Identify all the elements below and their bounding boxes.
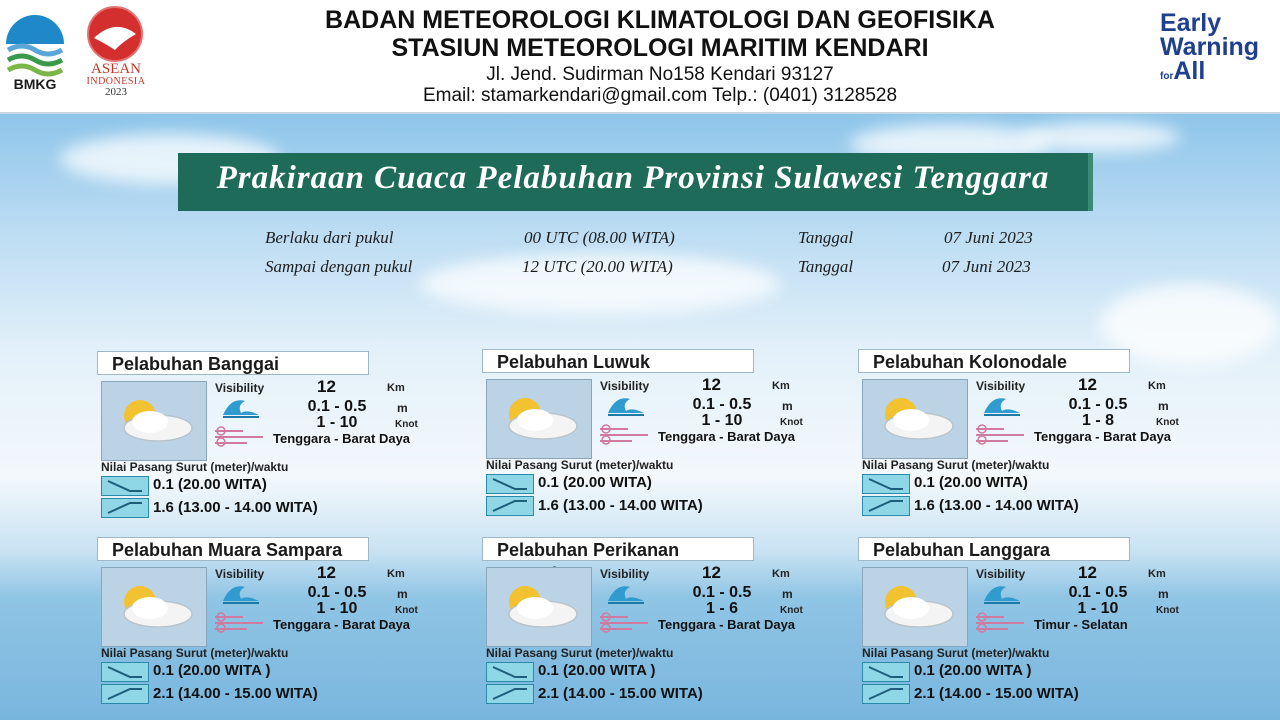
low-tide-value: 0.1 (20.00 WITA ) bbox=[153, 662, 271, 679]
low-tide-icon bbox=[862, 662, 910, 682]
valid-to-date: 07 Juni 2023 bbox=[942, 257, 1031, 276]
wind-icon bbox=[213, 425, 269, 447]
meter-unit: m bbox=[1158, 399, 1169, 413]
bmkg-label: BMKG bbox=[13, 76, 57, 92]
visibility-value: 12 bbox=[317, 377, 336, 396]
wind-speed-value: 1 - 8 bbox=[1081, 412, 1114, 429]
visibility-label: Visibility bbox=[976, 567, 1026, 581]
port-name: Pelabuhan Langgara bbox=[858, 537, 1130, 561]
tide-label: Nilai Pasang Surut (meter)/waktu bbox=[486, 458, 674, 472]
wave-height-value: 0.1 - 0.5 bbox=[307, 584, 367, 601]
low-tide-icon bbox=[486, 662, 534, 682]
wave-height-value: 0.1 - 0.5 bbox=[1068, 396, 1128, 413]
port-panel-1 bbox=[97, 351, 477, 521]
high-tide-value: 1.6 (13.00 - 14.00 WITA) bbox=[538, 497, 703, 514]
wind-direction-value: Tenggara - Barat Daya bbox=[273, 431, 411, 446]
knot-unit: Knot bbox=[1156, 417, 1179, 428]
valid-from-time: 00 UTC (08.00 WITA) bbox=[524, 228, 675, 247]
wave-icon bbox=[221, 395, 261, 419]
km-unit: Km bbox=[1148, 380, 1166, 392]
partly-cloudy-icon bbox=[101, 567, 207, 647]
early-warning-logo bbox=[1160, 9, 1280, 85]
wave-height-value: 0.1 - 0.5 bbox=[692, 584, 752, 601]
wave-icon bbox=[606, 581, 646, 605]
wind-direction-value: Tenggara - Barat Daya bbox=[658, 429, 796, 444]
valid-to-date-label: Tanggal bbox=[798, 257, 854, 276]
wind-direction-value: Tenggara - Barat Daya bbox=[273, 617, 411, 632]
visibility-value: 12 bbox=[702, 563, 721, 582]
visibility-value: 12 bbox=[317, 563, 336, 582]
km-unit: Km bbox=[387, 568, 405, 580]
low-tide-icon bbox=[101, 476, 149, 496]
header-contact: Email: stamarkendari@gmail.com Telp.: (0401) 3128528 bbox=[422, 85, 898, 106]
km-unit: Km bbox=[772, 568, 790, 580]
high-tide-icon bbox=[486, 496, 534, 516]
high-tide-value: 2.1 (14.00 - 15.00 WITA) bbox=[538, 685, 703, 702]
knot-unit: Knot bbox=[395, 419, 418, 430]
tide-label: Nilai Pasang Surut (meter)/waktu bbox=[486, 646, 674, 660]
wind-direction-value: Timur - Selatan bbox=[1034, 617, 1128, 632]
valid-from-date-label: Tanggal bbox=[798, 228, 854, 247]
low-tide-value: 0.1 (20.00 WITA) bbox=[153, 476, 267, 493]
meter-unit: m bbox=[782, 587, 793, 601]
wind-speed-value: 1 - 6 bbox=[705, 600, 738, 617]
port-name: Pelabuhan Banggai bbox=[97, 351, 369, 375]
high-tide-icon bbox=[862, 684, 910, 704]
wind-speed-value: 1 - 10 bbox=[1077, 600, 1119, 617]
port-panel-5 bbox=[482, 537, 862, 707]
wind-direction-value: Tenggara - Barat Daya bbox=[1034, 429, 1172, 444]
tide-label: Nilai Pasang Surut (meter)/waktu bbox=[862, 458, 1050, 472]
header-line2: STASIUN METEOROLOGI MARITIM KENDARI bbox=[391, 34, 929, 62]
asean-line2: INDONESIA bbox=[86, 76, 146, 87]
wind-icon bbox=[974, 611, 1030, 633]
wind-icon bbox=[974, 423, 1030, 445]
ewfa-for: for bbox=[1160, 70, 1174, 82]
partly-cloudy-icon bbox=[486, 379, 592, 459]
wind-speed-value: 1 - 10 bbox=[316, 414, 358, 431]
low-tide-value: 0.1 (20.00 WITA) bbox=[914, 474, 1028, 491]
port-name: Pelabuhan Muara Sampara bbox=[97, 537, 369, 561]
partly-cloudy-icon bbox=[486, 567, 592, 647]
wave-height-value: 0.1 - 0.5 bbox=[1068, 584, 1128, 601]
low-tide-icon bbox=[862, 474, 910, 494]
visibility-value: 12 bbox=[702, 375, 721, 394]
visibility-label: Visibility bbox=[215, 381, 265, 395]
km-unit: Km bbox=[772, 380, 790, 392]
wind-icon bbox=[598, 423, 654, 445]
port-panel-2 bbox=[482, 349, 862, 519]
port-panel-3 bbox=[858, 349, 1238, 519]
ewfa-all: All bbox=[1173, 56, 1206, 85]
asean-line1: ASEAN bbox=[90, 61, 141, 77]
wave-height-value: 0.1 - 0.5 bbox=[307, 398, 367, 415]
meter-unit: m bbox=[782, 399, 793, 413]
valid-from-label: Berlaku dari pukul bbox=[265, 228, 394, 247]
meter-unit: m bbox=[1158, 587, 1169, 601]
km-unit: Km bbox=[387, 382, 405, 394]
meter-unit: m bbox=[397, 401, 408, 415]
wind-speed-value: 1 - 10 bbox=[701, 412, 743, 429]
wave-icon bbox=[606, 393, 646, 417]
knot-unit: Knot bbox=[780, 417, 803, 428]
knot-unit: Knot bbox=[780, 605, 803, 616]
high-tide-value: 2.1 (14.00 - 15.00 WITA) bbox=[914, 685, 1079, 702]
wave-icon bbox=[982, 393, 1022, 417]
wind-direction-value: Tenggara - Barat Daya bbox=[658, 617, 796, 632]
visibility-value: 12 bbox=[1078, 563, 1097, 582]
asean-label bbox=[76, 62, 156, 98]
wave-height-value: 0.1 - 0.5 bbox=[692, 396, 752, 413]
visibility-label: Visibility bbox=[600, 379, 650, 393]
wind-icon bbox=[213, 611, 269, 633]
high-tide-value: 1.6 (13.00 - 14.00 WITA) bbox=[153, 499, 318, 516]
low-tide-icon bbox=[101, 662, 149, 682]
tide-label: Nilai Pasang Surut (meter)/waktu bbox=[862, 646, 1050, 660]
wind-speed-value: 1 - 10 bbox=[316, 600, 358, 617]
high-tide-value: 1.6 (13.00 - 14.00 WITA) bbox=[914, 497, 1079, 514]
partly-cloudy-icon bbox=[101, 381, 207, 461]
port-panel-4 bbox=[97, 537, 477, 707]
high-tide-icon bbox=[101, 498, 149, 518]
header-address: Jl. Jend. Sudirman No158 Kendari 93127 bbox=[486, 64, 834, 85]
low-tide-value: 0.1 (20.00 WITA ) bbox=[914, 662, 1032, 679]
port-name: Pelabuhan Luwuk bbox=[482, 349, 754, 373]
high-tide-value: 2.1 (14.00 - 15.00 WITA) bbox=[153, 685, 318, 702]
valid-from-date: 07 Juni 2023 bbox=[944, 228, 1033, 247]
port-name: Pelabuhan Kolonodale bbox=[858, 349, 1130, 373]
port-name: Pelabuhan Perikanan Samudera bbox=[482, 537, 754, 561]
visibility-label: Visibility bbox=[215, 567, 265, 581]
km-unit: Km bbox=[1148, 568, 1166, 580]
tide-label: Nilai Pasang Surut (meter)/waktu bbox=[101, 460, 289, 474]
header bbox=[0, 0, 1280, 114]
wave-icon bbox=[221, 581, 261, 605]
partly-cloudy-icon bbox=[862, 379, 968, 459]
low-tide-icon bbox=[486, 474, 534, 494]
high-tide-icon bbox=[862, 496, 910, 516]
knot-unit: Knot bbox=[1156, 605, 1179, 616]
valid-to-label: Sampai dengan pukul bbox=[265, 257, 413, 276]
valid-to-time: 12 UTC (20.00 WITA) bbox=[522, 257, 673, 276]
partly-cloudy-icon bbox=[862, 567, 968, 647]
high-tide-icon bbox=[486, 684, 534, 704]
port-panel-6 bbox=[858, 537, 1238, 707]
high-tide-icon bbox=[101, 684, 149, 704]
knot-unit: Knot bbox=[395, 605, 418, 616]
wave-icon bbox=[982, 581, 1022, 605]
visibility-value: 12 bbox=[1078, 375, 1097, 394]
page-title: Prakiraan Cuaca Pelabuhan Provinsi Sulawesi Tenggara bbox=[216, 160, 1050, 196]
visibility-label: Visibility bbox=[976, 379, 1026, 393]
low-tide-value: 0.1 (20.00 WITA) bbox=[538, 474, 652, 491]
wind-icon bbox=[598, 611, 654, 633]
meter-unit: m bbox=[397, 587, 408, 601]
low-tide-value: 0.1 (20.00 WITA ) bbox=[538, 662, 656, 679]
header-line1: BADAN METEOROLOGI KLIMATOLOGI DAN GEOFISIKA bbox=[325, 6, 995, 34]
ewfa-warning: Warning bbox=[1160, 32, 1260, 61]
asean-line3: 2023 bbox=[105, 86, 127, 98]
visibility-label: Visibility bbox=[600, 567, 650, 581]
ewfa-early: Early bbox=[1160, 9, 1222, 37]
tide-label: Nilai Pasang Surut (meter)/waktu bbox=[101, 646, 289, 660]
asean-logo-icon bbox=[82, 4, 148, 64]
